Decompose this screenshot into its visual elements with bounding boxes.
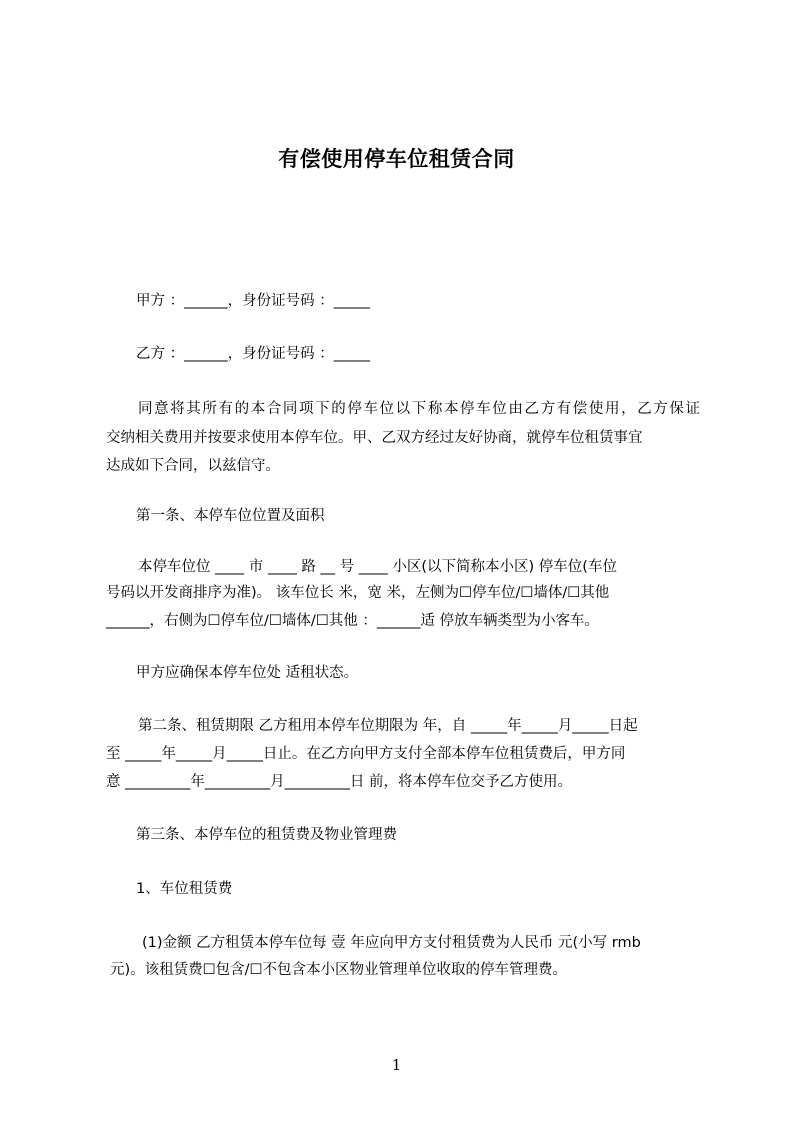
article-1-extra: 甲方应确保本停车位处 适租状态。 [136,665,359,681]
article-1-heading: 第一条、本停车位位置及面积 [136,508,325,524]
section-1-line-2: 元)。该租赁费☐包含/☐不包含本小区物业管理单位收取的停车管理费。 [110,962,568,978]
intro-line-2: 交纳相关费用并按要求使用本停车位。甲、乙双方经过友好协商，就停车位租赁事宜 [106,430,643,446]
article-2-line-3: 意 _________年_________月_________日 前，将本停车位交予乙方使用。 [106,774,572,790]
section-1-line-1: (1)金额 乙方租赁本停车位每 壹 年应向甲方支付租赁费为人民币 元(小写 rmb [142,935,641,951]
intro-line-1: 同意将其所有的本合同项下的停车位以下称本停车位由乙方有偿使用，乙方保证 [138,401,700,417]
document-title: 有偿使用停车位租赁合同 [278,147,515,171]
section-1-heading: 1、车位租赁费 [136,881,233,897]
article-1-line-3: ______，右侧为☐停车位/☐墙体/☐其他 ：______适 停放车辆类型为小客车。 [106,613,599,629]
article-2-line-2: 至 _____年_____月_____日止。在乙方向甲方支付全部本停车位租赁费后，甲方同 [106,746,626,762]
party-b-line: 乙方 ：______，身份证号码 ：_____ [136,346,370,362]
article-3-heading: 第三条、本停车位的租赁费及物业管理费 [136,827,397,843]
article-1-line-1: 本停车位位 ____ 市 ____ 路 __ 号 ____ 小区(以下简称本小区) 停车位(车位 [138,559,617,575]
intro-line-3: 达成如下合同，以兹信守。 [106,458,280,474]
article-2-line-1: 第二条、租赁期限 乙方租用本停车位期限为 年，自 _____年_____月_____日起 [138,718,638,734]
article-1-line-2: 号码以开发商排序为准)。 该车位长 米，宽 米，左侧为☐停车位/☐墙体/☐其他 [106,585,610,601]
party-a-line: 甲方 ：______，身份证号码 ：_____ [136,293,370,309]
page-number: 1 [391,1056,402,1074]
